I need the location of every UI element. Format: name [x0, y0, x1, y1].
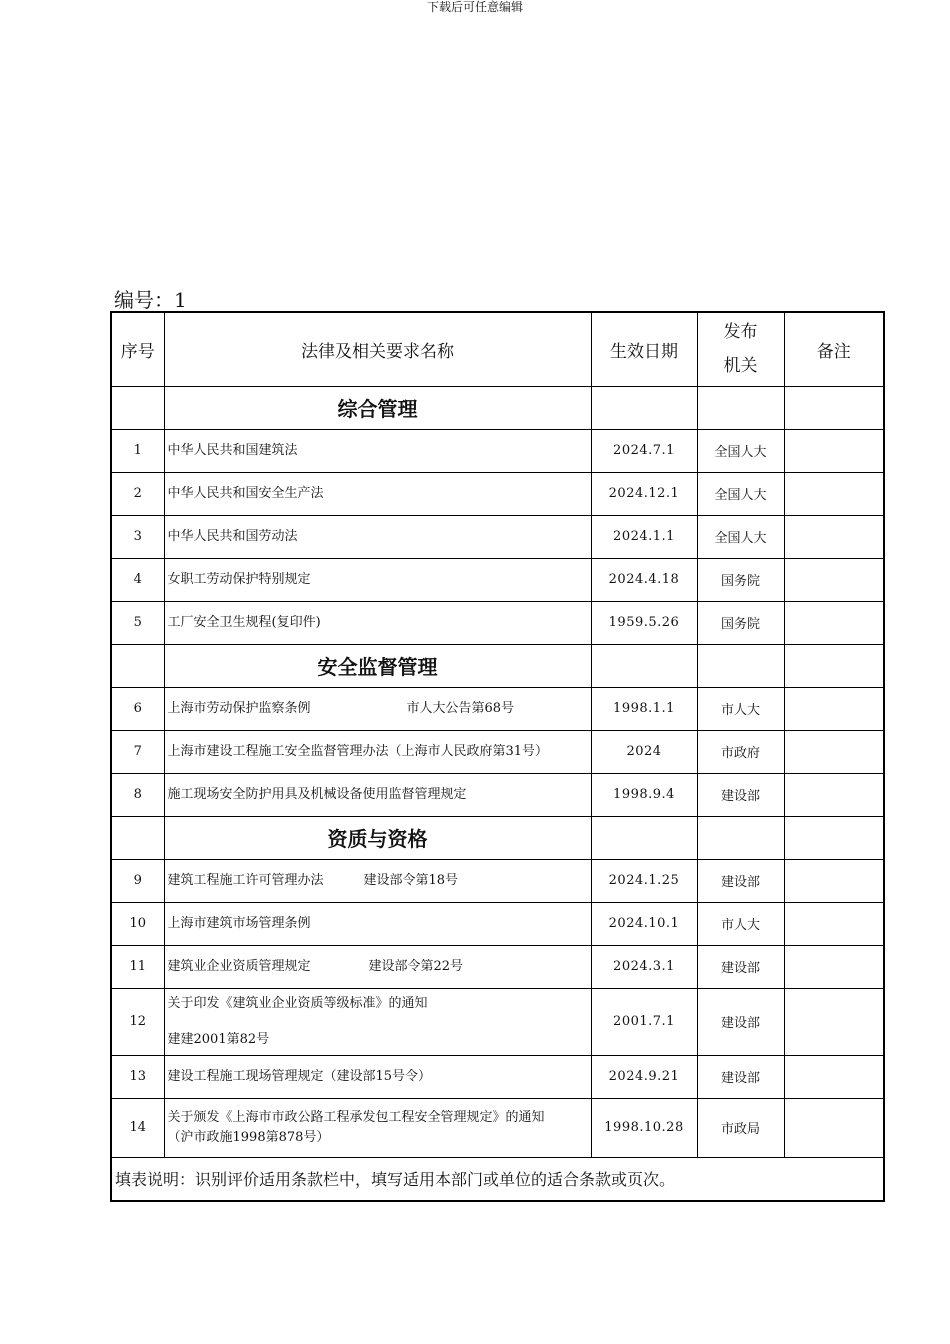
table-row: [111, 730, 884, 773]
row-number: 12: [111, 988, 164, 1055]
row-date: 2024.1.1: [591, 515, 697, 558]
document-number: 编号：1: [114, 288, 187, 312]
row-number: 8: [111, 773, 164, 816]
row-issuer: 建设部: [697, 1055, 784, 1098]
row-name: [164, 945, 591, 988]
row-issuer: 建设部: [697, 859, 784, 902]
row-name: [164, 859, 591, 902]
table-row: [111, 687, 884, 730]
row-name: 女职工劳动保护特别规定: [164, 558, 591, 601]
table-row: [111, 902, 884, 945]
row-name: 上海市建筑市场管理条例: [164, 902, 591, 945]
row-remark: [784, 773, 884, 816]
row-date: 2024.4.18: [591, 558, 697, 601]
row-remark: [784, 687, 884, 730]
row-name: [164, 988, 591, 1055]
row-issuer: 全国人大: [697, 472, 784, 515]
row-date: 2024.3.1: [591, 945, 697, 988]
row-date: 2024.12.1: [591, 472, 697, 515]
row-date: 2024.9.21: [591, 1055, 697, 1098]
row-remark: [784, 515, 884, 558]
table-row: [111, 1055, 884, 1098]
row-number: 7: [111, 730, 164, 773]
row-date: 1998.10.28: [591, 1098, 697, 1157]
row-number: 1: [111, 429, 164, 472]
table-row: [111, 945, 884, 988]
row-remark: [784, 429, 884, 472]
row-remark: [784, 558, 884, 601]
row-name-extra: 市人大公告第68号: [406, 700, 515, 716]
header-issuer-line1: 发布: [723, 322, 758, 343]
row-date: 2024.1.25: [591, 859, 697, 902]
row-issuer: 国务院: [697, 601, 784, 644]
row-date: 2001.7.1: [591, 988, 697, 1055]
row-issuer: 市政府: [697, 730, 784, 773]
row-number: 2: [111, 472, 164, 515]
row-name-text: 关于颁发《上海市市政公路工程承发包工程安全管理规定》的通知: [167, 1109, 545, 1125]
row-number: 14: [111, 1098, 164, 1157]
row-number: 9: [111, 859, 164, 902]
row-date: 1959.5.26: [591, 601, 697, 644]
row-name: 中华人民共和国建筑法: [164, 429, 591, 472]
table-row: [111, 601, 884, 644]
table-row: [111, 773, 884, 816]
regulations-table: [110, 311, 885, 1202]
row-name: 工厂安全卫生规程(复印件): [164, 601, 591, 644]
row-remark: [784, 902, 884, 945]
row-name-line2: （沪市政施1998第878号）: [167, 1129, 330, 1145]
header-remark: 备注: [784, 312, 884, 386]
header-issuer-line2: 机关: [723, 356, 758, 377]
table-row: [111, 859, 884, 902]
footer-note: 填表说明：识别评价适用条款栏中，填写适用本部门或单位的适合条款或页次。: [111, 1157, 884, 1201]
row-name: 施工现场安全防护用具及机械设备使用监督管理规定: [164, 773, 591, 816]
row-issuer: 市政局: [697, 1098, 784, 1157]
row-name-extra: 建设部令第18号: [363, 872, 459, 888]
row-date: 2024.10.1: [591, 902, 697, 945]
row-issuer: 市人大: [697, 902, 784, 945]
row-name-text: 上海市劳动保护监察条例: [167, 700, 311, 716]
row-number: 11: [111, 945, 164, 988]
row-remark: [784, 472, 884, 515]
row-remark: [784, 988, 884, 1055]
table-row: [111, 472, 884, 515]
row-issuer: 建设部: [697, 988, 784, 1055]
table-row: [111, 558, 884, 601]
row-number: 3: [111, 515, 164, 558]
row-name-text: 关于印发《建筑业企业资质等级标准》的通知: [167, 995, 428, 1011]
row-name-text: 建筑工程施工许可管理办法: [167, 872, 324, 888]
header-date: 生效日期: [591, 312, 697, 386]
row-name: 建设工程施工现场管理规定（建设部15号令）: [164, 1055, 591, 1098]
header-issuer: [697, 312, 784, 386]
row-issuer: 建设部: [697, 945, 784, 988]
row-number: 13: [111, 1055, 164, 1098]
table-header-row: [111, 312, 884, 386]
row-date: 1998.9.4: [591, 773, 697, 816]
row-name-line2: 建建2001第82号: [167, 1031, 270, 1047]
section-row: [111, 644, 884, 687]
row-remark: [784, 601, 884, 644]
table-row: [111, 429, 884, 472]
row-name-extra: 建设部令第22号: [368, 958, 464, 974]
row-issuer: 全国人大: [697, 515, 784, 558]
row-issuer: 建设部: [697, 773, 784, 816]
footer-row: [111, 1157, 884, 1201]
row-name: 中华人民共和国劳动法: [164, 515, 591, 558]
row-remark: [784, 945, 884, 988]
row-name-text: 建筑业企业资质管理规定: [167, 958, 311, 974]
section-row: [111, 816, 884, 859]
section-title: 综合管理: [164, 386, 591, 429]
row-number: 4: [111, 558, 164, 601]
row-name: 上海市建设工程施工安全监督管理办法（上海市人民政府第31号）: [164, 730, 591, 773]
row-name: 中华人民共和国安全生产法: [164, 472, 591, 515]
row-date: 2024: [591, 730, 697, 773]
row-number: 6: [111, 687, 164, 730]
page-header-note: 下载后可任意编辑: [426, 0, 523, 14]
row-issuer: 市人大: [697, 687, 784, 730]
header-seq: 序号: [111, 312, 164, 386]
row-issuer: 国务院: [697, 558, 784, 601]
row-number: 5: [111, 601, 164, 644]
table-row: [111, 1098, 884, 1157]
row-number: 10: [111, 902, 164, 945]
row-date: 1998.1.1: [591, 687, 697, 730]
row-remark: [784, 1098, 884, 1157]
table-row: [111, 988, 884, 1055]
row-remark: [784, 730, 884, 773]
row-name: [164, 1098, 591, 1157]
row-issuer: 全国人大: [697, 429, 784, 472]
header-name: 法律及相关要求名称: [164, 312, 591, 386]
section-row: [111, 386, 884, 429]
section-title: 安全监督管理: [164, 644, 591, 687]
table-row: [111, 515, 884, 558]
row-remark: [784, 859, 884, 902]
row-name: [164, 687, 591, 730]
row-date: 2024.7.1: [591, 429, 697, 472]
section-title: 资质与资格: [164, 816, 591, 859]
row-remark: [784, 1055, 884, 1098]
